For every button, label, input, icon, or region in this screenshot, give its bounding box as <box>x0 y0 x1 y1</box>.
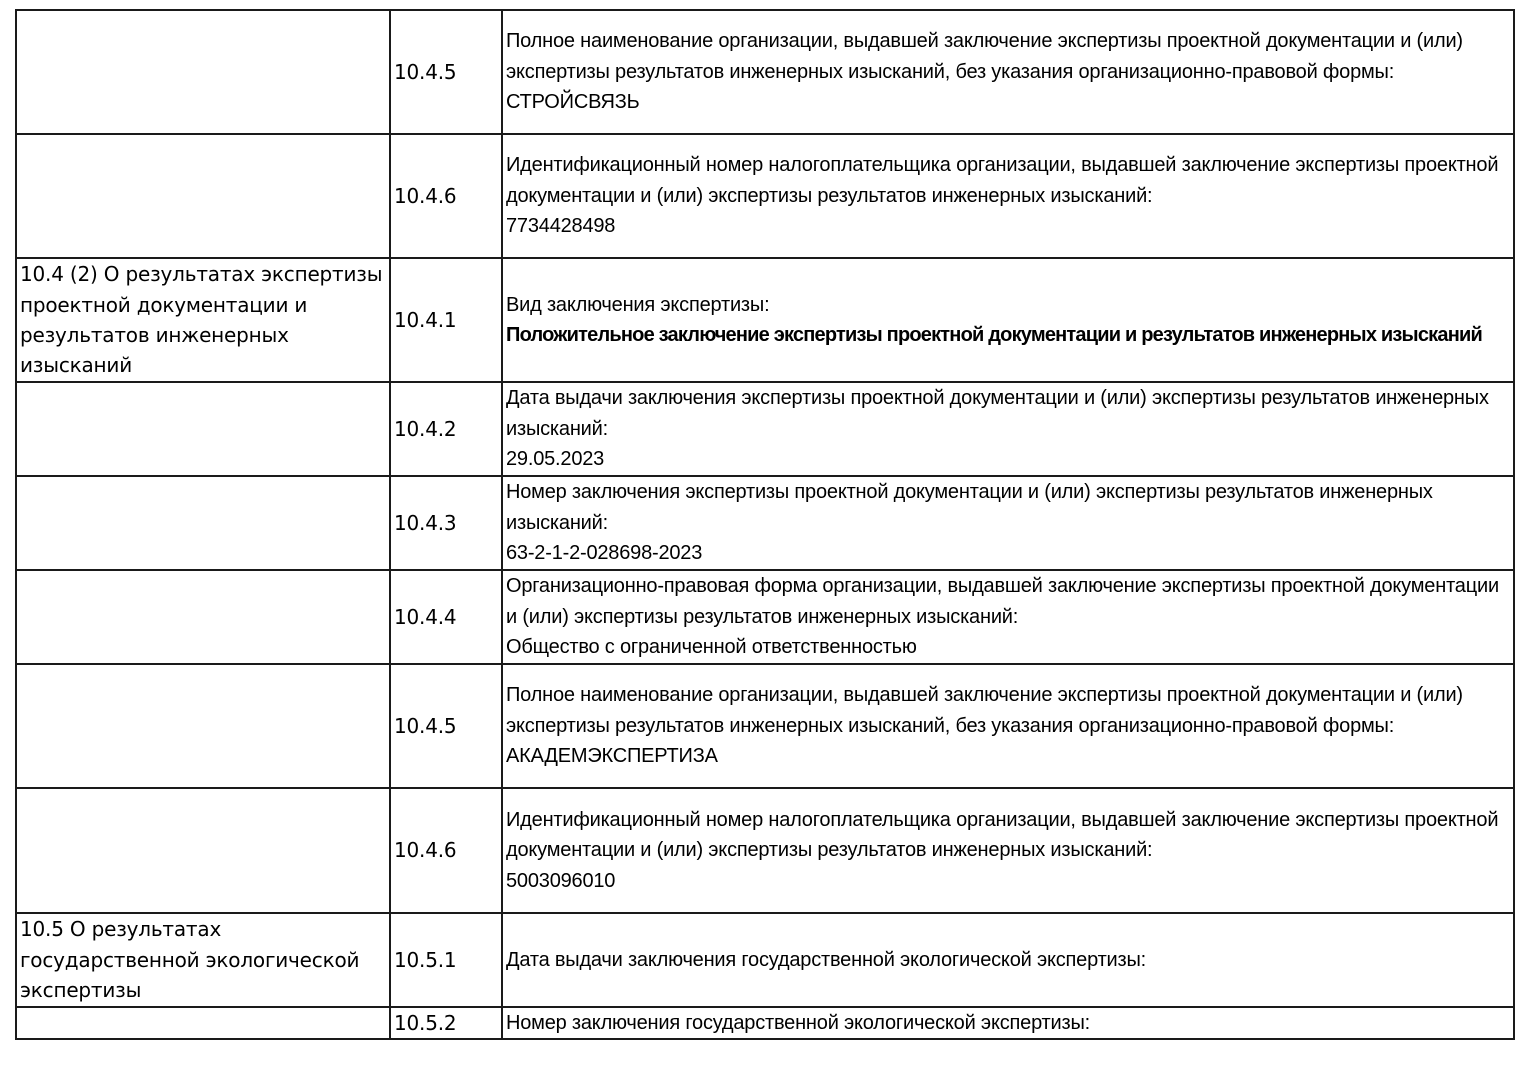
item-code: 10.4.1 <box>390 258 502 382</box>
table-row <box>16 382 1514 476</box>
item-value: АКАДЕМЭКСПЕРТИЗА <box>506 745 718 768</box>
item-content <box>502 788 1514 913</box>
item-code: 10.4.3 <box>390 476 502 570</box>
table-row <box>16 1007 1514 1039</box>
table-row <box>16 788 1514 913</box>
item-content <box>502 476 1514 570</box>
item-content <box>502 913 1514 1007</box>
item-value: Положительное заключение экспертизы проектной документации и результатов инженерных изысканий <box>506 324 1482 346</box>
table-row <box>16 258 1514 382</box>
item-value: Общество с ограниченной ответственностью <box>506 636 917 659</box>
section-cell <box>16 664 390 788</box>
item-value: 63-2-1-2-028698-2023 <box>506 542 703 565</box>
table-row <box>16 10 1514 134</box>
item-label: Дата выдачи заключения государственной экологической экспертизы: <box>506 948 1147 971</box>
table-row <box>16 664 1514 788</box>
item-label: Вид заключения экспертизы: <box>506 293 770 316</box>
section-cell <box>16 1007 390 1039</box>
item-label: Полное наименование организации, выдавшей заключение экспертизы проектной документации и (или) экспертизы результатов инженерных изысканий, без указания организационно-правовой формы: <box>506 30 1463 83</box>
table-row <box>16 913 1514 1007</box>
item-code: 10.4.2 <box>390 382 502 476</box>
item-value: 7734428498 <box>506 215 616 238</box>
section-cell <box>16 570 390 664</box>
item-code: 10.5.1 <box>390 913 502 1007</box>
section-cell: 10.5 О результатах государственной экологической экспертизы <box>16 913 390 1007</box>
item-content <box>502 1007 1514 1039</box>
item-content <box>502 664 1514 788</box>
item-code: 10.4.4 <box>390 570 502 664</box>
item-value: 5003096010 <box>506 869 616 892</box>
table-row <box>16 476 1514 570</box>
item-code: 10.4.5 <box>390 10 502 134</box>
item-label: Полное наименование организации, выдавшей заключение экспертизы проектной документации и (или) экспертизы результатов инженерных изысканий, без указания организационно-правовой формы: <box>506 684 1463 737</box>
item-content <box>502 382 1514 476</box>
section-cell <box>16 788 390 913</box>
item-content <box>502 10 1514 134</box>
section-cell <box>16 10 390 134</box>
item-label: Дата выдачи заключения экспертизы проектной документации и (или) экспертизы результатов инженерных изысканий: <box>506 387 1489 440</box>
item-content <box>502 570 1514 664</box>
item-value: СТРОЙСВЯЗЬ <box>506 91 640 114</box>
item-label: Номер заключения государственной экологической экспертизы: <box>506 1012 1090 1034</box>
item-value: 29.05.2023 <box>506 448 605 471</box>
item-content <box>502 258 1514 382</box>
section-cell <box>16 134 390 258</box>
item-label: Номер заключения экспертизы проектной документации и (или) экспертизы результатов инженерных изысканий: <box>506 481 1433 534</box>
item-code: 10.5.2 <box>390 1007 502 1039</box>
section-cell <box>16 476 390 570</box>
item-code: 10.4.6 <box>390 134 502 258</box>
section-cell: 10.4 (2) О результатах экспертизы проектной документации и результатов инженерных изысканий <box>16 258 390 382</box>
item-label: Идентификационный номер налогоплательщика организации, выдавшей заключение экспертизы проектной документации и (или) экспертизы результатов инженерных изысканий: <box>506 808 1499 862</box>
table-row <box>16 134 1514 258</box>
item-label: Организационно-правовая форма организации, выдавшей заключение экспертизы проектной документации и (или) экспертизы результатов инженерных изысканий: <box>506 575 1499 628</box>
declaration-table <box>15 9 1515 1040</box>
item-content <box>502 134 1514 258</box>
item-code: 10.4.5 <box>390 664 502 788</box>
section-cell <box>16 382 390 476</box>
item-label: Идентификационный номер налогоплательщика организации, выдавшей заключение экспертизы проектной документации и (или) экспертизы результатов инженерных изысканий: <box>506 154 1499 207</box>
item-code: 10.4.6 <box>390 788 502 913</box>
table-row <box>16 570 1514 664</box>
